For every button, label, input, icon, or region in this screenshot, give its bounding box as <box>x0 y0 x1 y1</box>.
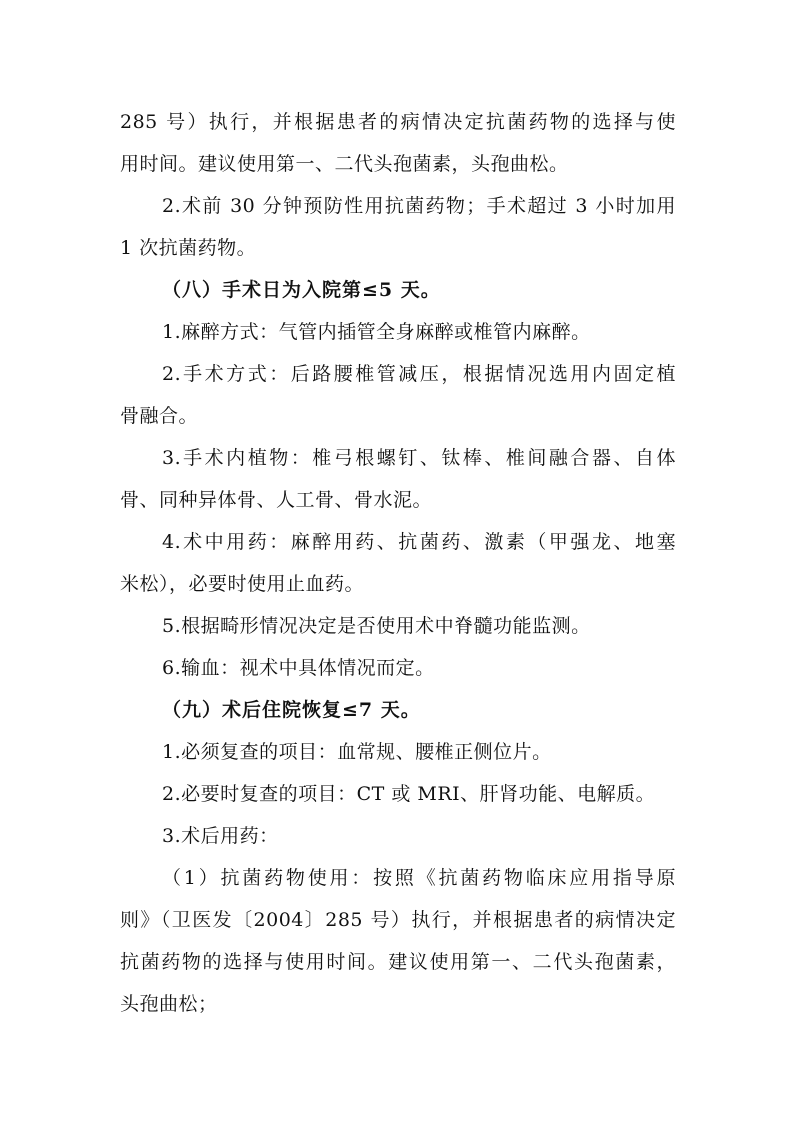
text-line: 1.必须复查的项目：血常规、腰椎正侧位片。 <box>162 741 552 763</box>
text-line: 3.手术内植物：椎弓根螺钉、钛棒、椎间融合器、自体 <box>162 447 676 469</box>
text-line: 骨、同种异体骨、人工骨、骨水泥。 <box>120 489 433 511</box>
text-line: 2.手术方式：后路腰椎管减压，根据情况选用内固定植 <box>162 363 676 385</box>
text-line: 2.必要时复查的项目：CT 或 MRI、肝肾功能、电解质。 <box>162 783 656 805</box>
text-line: 米松），必要时使用止血药。 <box>120 573 365 595</box>
text-line: 用时间。建议使用第一、二代头孢菌素，头孢曲松。 <box>120 153 569 175</box>
text-line: 骨融合。 <box>120 405 199 427</box>
text-line: 则》（卫医发〔2004〕285 号）执行，并根据患者的病情决定 <box>120 909 676 931</box>
text-line: 285 号）执行，并根据患者的病情决定抗菌药物的选择与使 <box>120 111 676 133</box>
text-line: （1）抗菌药物使用：按照《抗菌药物临床应用指导原 <box>162 867 676 889</box>
text-line: 1 次抗菌药物。 <box>120 237 257 259</box>
text-line: 2.术前 30 分钟预防性用抗菌药物；手术超过 3 小时加用 <box>162 195 676 217</box>
section-heading: （八）手术日为入院第≤5 天。 <box>162 279 441 301</box>
section-heading: （九）术后住院恢复≤7 天。 <box>162 699 421 721</box>
text-line: 1.麻醉方式：气管内插管全身麻醉或椎管内麻醉。 <box>162 321 591 343</box>
text-line: 4.术中用药：麻醉用药、抗菌药、激素（甲强龙、地塞 <box>162 531 676 553</box>
text-line: 5.根据畸形情况决定是否使用术中脊髓功能监测。 <box>162 615 591 637</box>
text-line: 3.术后用药： <box>162 825 279 847</box>
text-line: 6.输血：视术中具体情况而定。 <box>162 657 435 679</box>
text-line: 抗菌药物的选择与使用时间。建议使用第一、二代头孢菌素， <box>120 951 676 973</box>
text-line: 头孢曲松； <box>120 993 218 1015</box>
